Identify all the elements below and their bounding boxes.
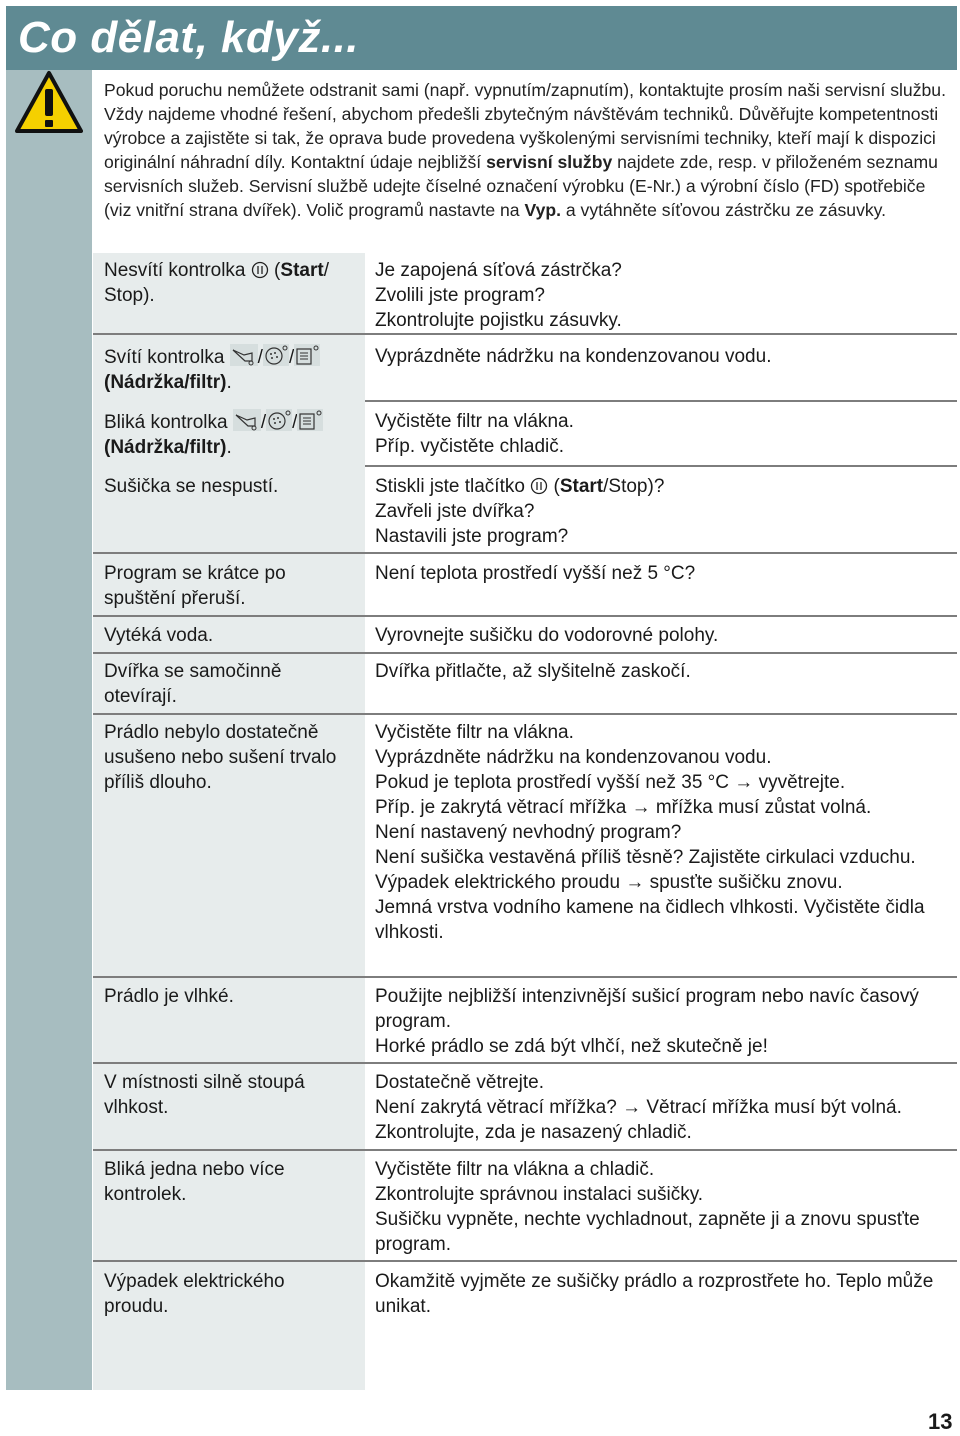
page-title: Co dělat, když... [18,13,360,62]
row-divider [93,652,957,654]
problem-cell: Program se krátce po spuštění přeruší. [104,563,286,609]
row-divider [93,552,957,554]
start-stop-icon [251,261,269,279]
row-divider [93,1062,957,1064]
left-sidebar-band [6,70,92,1390]
problem-cell: Svítí kontrolka / / (Nádržka/filtr). [104,344,354,395]
row-divider [365,465,957,467]
problem-cell: Výpadek elektrického proudu. [104,1271,285,1317]
solution-cell: Vyprázdněte nádržku na kondenzovanou vodu. [375,346,772,367]
row-divider [93,615,957,617]
problem-cell: Sušička se nespustí. [104,476,279,497]
problem-cell: Prádlo je vlhké. [104,986,234,1007]
problem-cell: Prádlo nebylo dostatečně usušeno nebo sušení trvalo příliš dlouho. [104,722,337,793]
intro-paragraph: Pokud poruchu nemůžete odstranit sami (např. vypnutím/zapnutím), kontaktujte prosím naši servisní službu. Vždy najdeme vhodné řešení, abychom předešli zbytečným návštěvám techniků. Důvěřujte kompetentnosti výrobce a zajistěte si tak, že oprava bude provedena vyškolenými servisními techniky, kteří mají k dispozici originální náhradní díly. Kontaktní údaje nejbližší servisní služby najdete zde, resp. v přiloženém seznamu servisních služeb. Servisní službě udejte číselné označení výrobku (E-Nr.) a výrobní číslo (FD) spotřebiče (viz vnitřní strana dvířek). Volič programů nastavte na Vyp. a vytáhněte síťovou zástrčku ze zásuvky. [104,80,946,220]
solution-cell: Okamžitě vyjměte ze sušičky prádlo a rozprostřete ho. Teplo může unikat. [375,1271,934,1317]
condenser-icon [297,409,323,431]
lint-filter-icon [263,344,289,366]
page-number: 13 [928,1409,953,1434]
solution-cell: Je zapojená síťová zástrčka? Zvolili jste program? Zkontrolujte pojistku zásuvky. [375,260,622,331]
row-divider [93,1149,957,1151]
row-divider [93,976,957,978]
solution-cell: Dostatečně větrejte. Není zakrytá větrací mřížka? → Větrací mřížka musí být volná. Zkontrolujte, zda je nasazený chladič. [375,1072,902,1143]
solution-cell: Stiskli jste tlačítko (Start/Stop)? Zavřeli jste dvířka? Nastavili jste program? [375,476,665,547]
solution-cell: Použijte nejbližší intenzivnější sušicí program nebo navíc časový program. Horké prádlo se zdá být vlhčí, než skutečně je! [375,986,919,1057]
lint-filter-icon [266,409,292,431]
row-divider [365,333,957,335]
problem-cell: Bliká jedna nebo více kontrolek. [104,1159,285,1205]
row-divider [365,400,957,402]
warning-triangle-icon [15,70,83,134]
row-divider [93,713,957,715]
water-tank-icon [230,344,258,366]
solution-cell: Vyrovnejte sušičku do vodorovné polohy. [375,625,719,646]
condenser-icon [294,344,320,366]
row-divider [93,1260,957,1262]
solution-cell: Vyčistěte filtr na vlákna. Příp. vyčistěte chladič. [375,411,574,457]
solution-cell: Vyčistěte filtr na vlákna. Vyprázdněte nádržku na kondenzovanou vodu. Pokud je teplota prostředí vyšší než 35 °C → vyvětrejte. Příp. je zakrytá větrací mřížka → mřížka musí zůstat volná. Není nastavený nevhodný program? Není sušička vestavěná příliš těsně? Zajistěte cirkulaci vzduchu. Výpadek elektrického proudu → spusťte sušičku znovu. Jemná vrstva vodního kamene na čidlech vlhkosti. Vyčistěte čidla vlhkosti. [375,722,925,943]
problem-cell: Vytéká voda. [104,625,214,646]
solution-cell: Vyčistěte filtr na vlákna a chladič. Zkontrolujte správnou instalaci sušičky. Sušičku vypněte, nechte vychladnout, zapněte ji a znovu spusťte program. [375,1159,920,1255]
water-tank-icon [233,409,261,431]
problem-cell: V místnosti silně stoupá vlhkost. [104,1072,305,1118]
page-header [6,6,957,70]
solution-cell: Dvířka přitlačte, až slyšitelně zaskočí. [375,661,691,682]
row-divider [93,333,365,335]
start-stop-icon [530,477,548,495]
problem-cell: Bliká kontrolka / / (Nádržka/filtr). [104,409,354,460]
problem-cell: Dvířka se samočinně otevírají. [104,661,282,707]
solution-cell: Není teplota prostředí vyšší než 5 °C? [375,563,696,584]
problem-cell: Nesvítí kontrolka (Start/ Stop). [104,260,329,306]
